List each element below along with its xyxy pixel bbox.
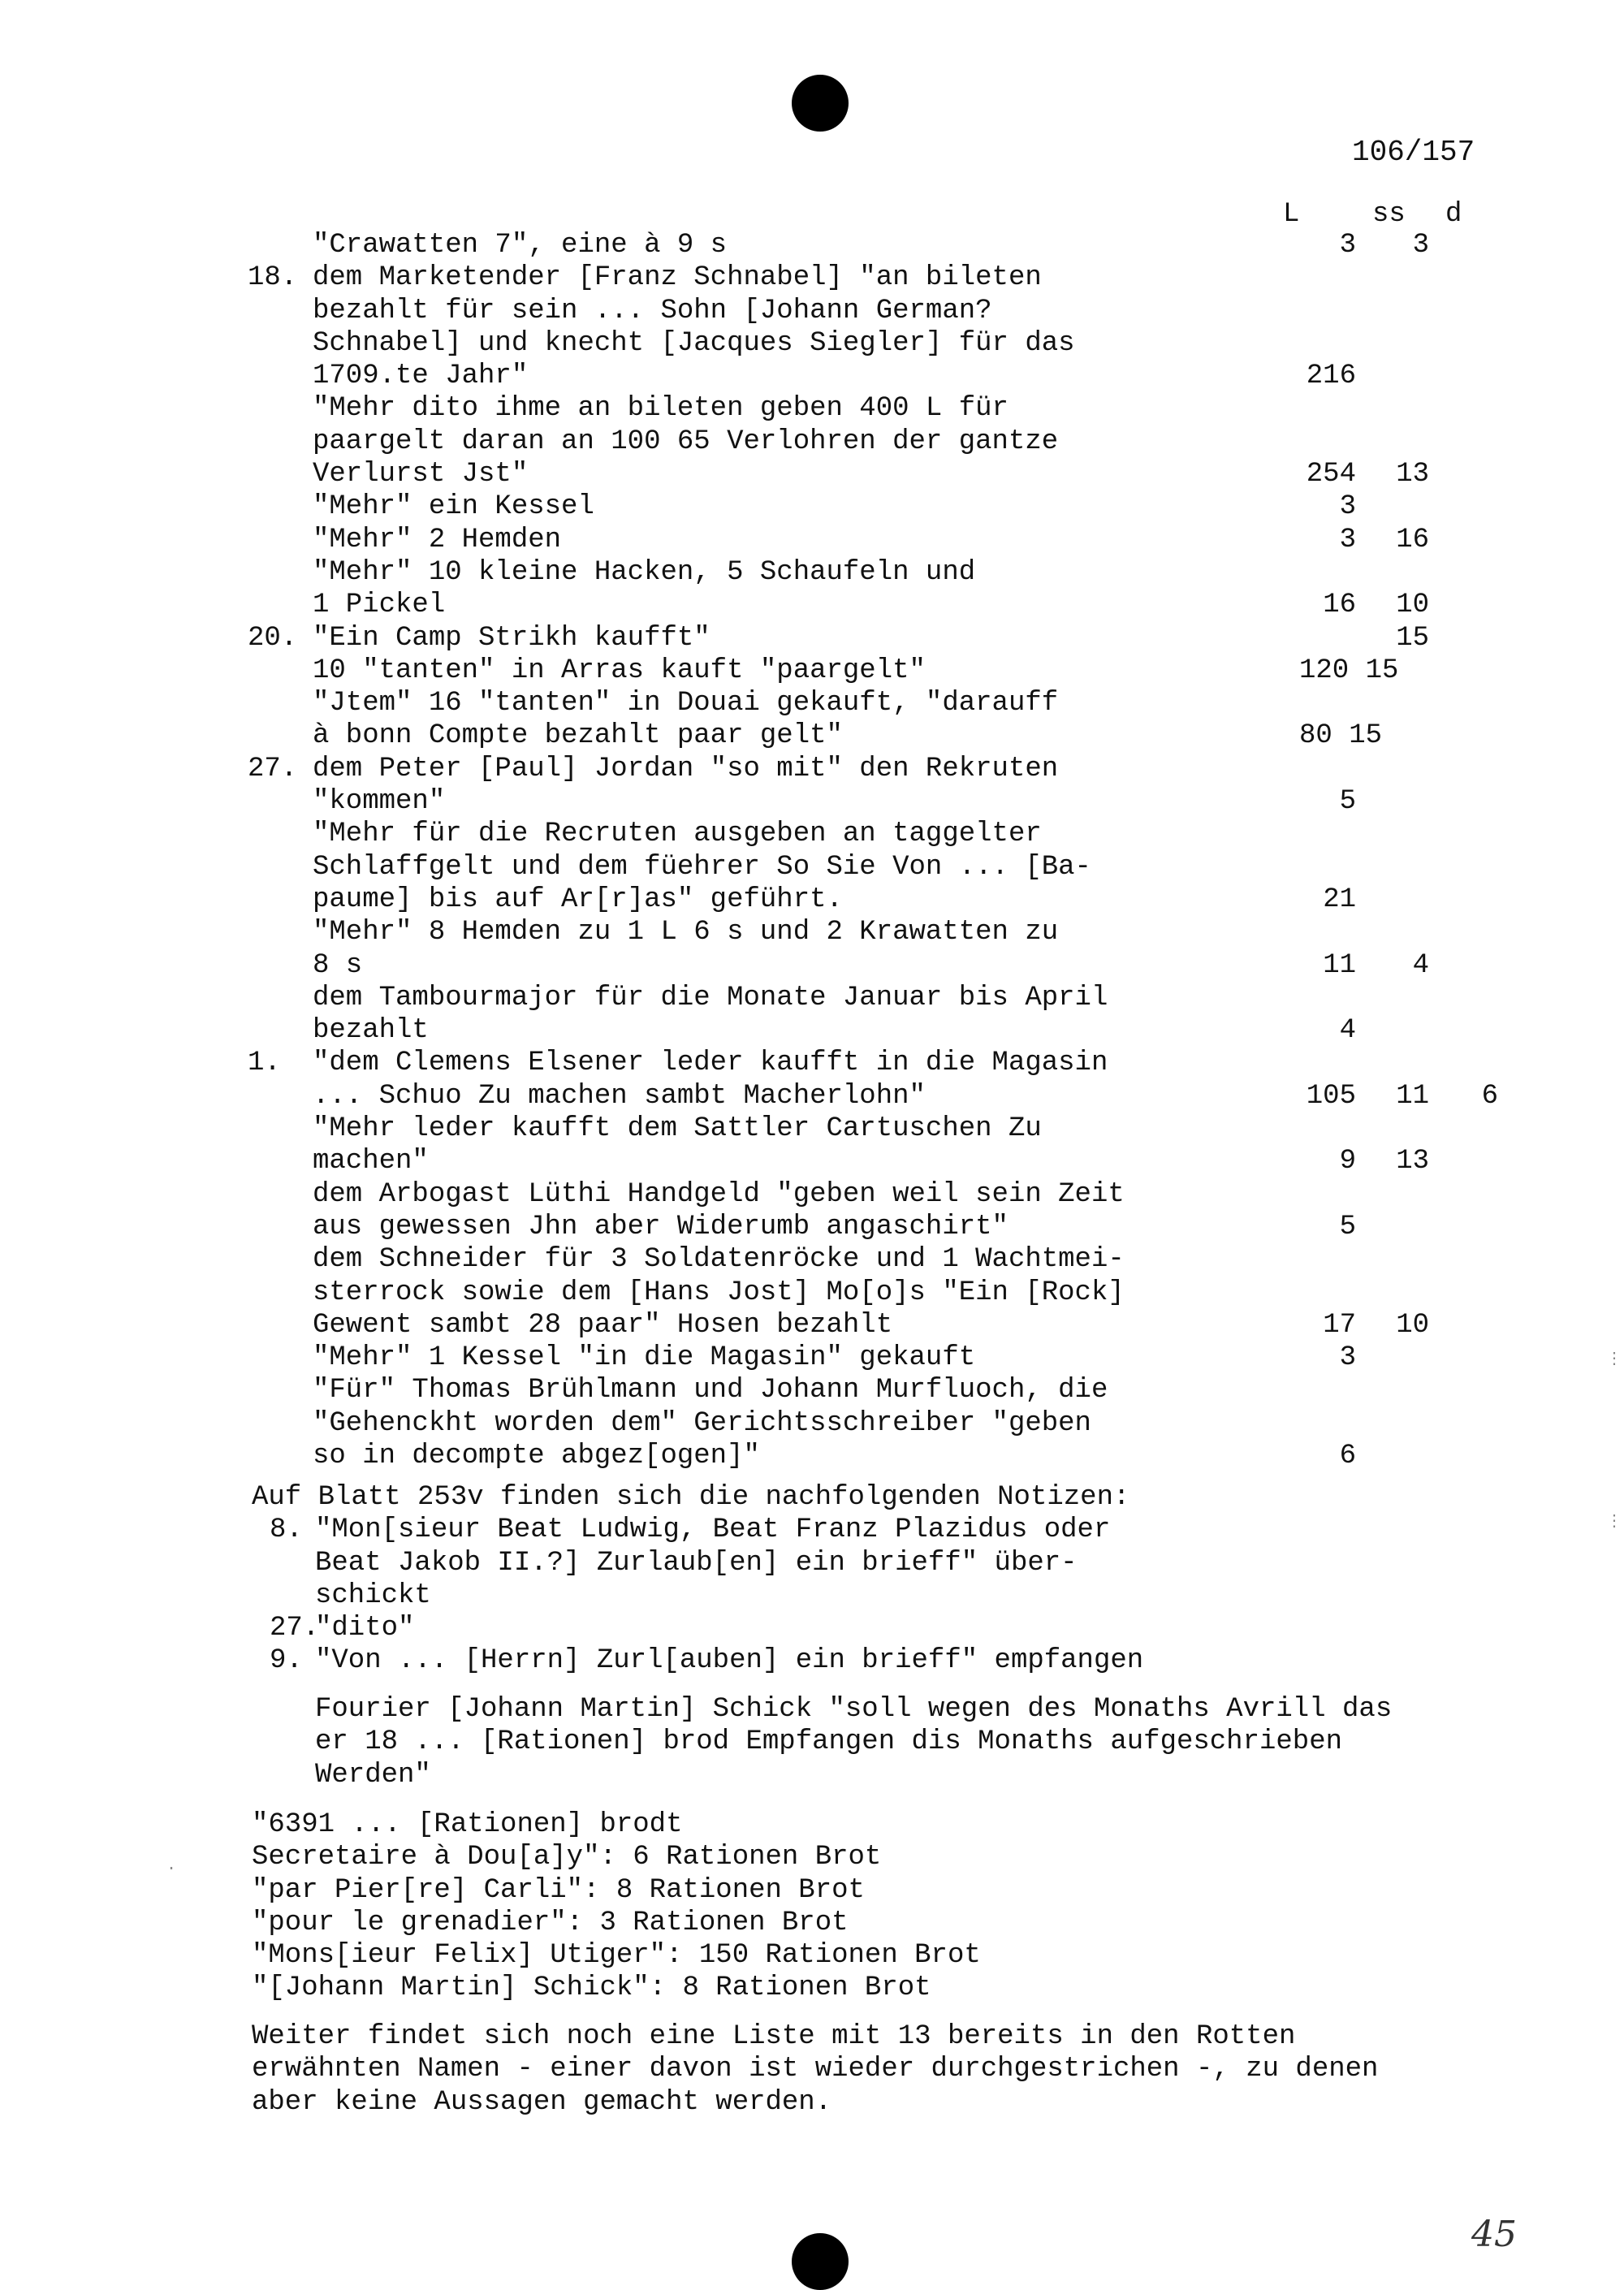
ledger-row xyxy=(248,1342,1514,1374)
ledger-row xyxy=(248,884,1514,916)
fourier-line: Fourier [Johann Martin] Schick "soll wegen des Monaths Avrill das xyxy=(315,1694,1393,1725)
entry-text: "kommen" xyxy=(313,786,446,818)
entry-date: 1. xyxy=(248,1048,281,1079)
ledger-row xyxy=(248,753,1514,785)
ledger-row xyxy=(248,1145,1514,1177)
ledger-row xyxy=(248,1211,1514,1243)
entry-text: Verlurst Jst" xyxy=(313,459,529,490)
amount-l: 6 xyxy=(1339,1440,1356,1471)
entry-date: 27. xyxy=(248,753,298,784)
fourier-note xyxy=(315,1693,1582,1791)
ledger-row xyxy=(248,1113,1514,1145)
note-text: schickt xyxy=(315,1579,431,1611)
amount-ss: 3 xyxy=(1412,230,1429,261)
ledger-row xyxy=(248,851,1514,884)
rations-line: "par Pier[re] Carli": 8 Rationen Brot xyxy=(252,1874,865,1906)
fourier-line: Werden" xyxy=(315,1759,431,1791)
amount-l: 21 xyxy=(1323,884,1356,915)
entry-text: paargelt daran an 100 65 Verlohren der gantze xyxy=(313,426,1059,457)
entry-text: ... Schuo Zu machen sambt Macherlohn" xyxy=(313,1080,926,1112)
amount-ss: 13 xyxy=(1396,1146,1429,1177)
ledger-row xyxy=(248,392,1514,425)
entry-text: "Ein Camp Strikh kaufft" xyxy=(313,622,710,654)
margin-specks: ⋮ xyxy=(1606,1513,1622,1532)
entry-text: dem Peter [Paul] Jordan "so mit" den Rekruten xyxy=(313,753,1059,784)
ledger-row xyxy=(248,949,1514,982)
entry-text: Schnabel] und knecht [Jacques Siegler] für das xyxy=(313,327,1075,359)
ledger-row xyxy=(248,622,1514,655)
amount-l: 11 xyxy=(1323,949,1356,981)
column-header-d: d xyxy=(1445,199,1462,230)
amount-ss: 15 xyxy=(1396,622,1429,654)
entry-text: "Für" Thomas Brühlmann und Johann Murfluoch, die xyxy=(313,1375,1108,1406)
ledger-row xyxy=(248,327,1514,360)
ledger-row xyxy=(248,1178,1514,1211)
rations-line: "[Johann Martin] Schick": 8 Rationen Brot xyxy=(252,1972,931,2004)
ledger-row xyxy=(248,1047,1514,1079)
note-line xyxy=(252,1579,1518,1612)
note-date: 8. xyxy=(270,1514,303,1546)
entry-text: "Jtem" 16 "tanten" in Douai gekauft, "darauff xyxy=(313,688,1059,719)
ledger-row xyxy=(248,982,1514,1014)
ledger-row xyxy=(248,785,1514,818)
note-date: 9. xyxy=(270,1645,303,1677)
entry-text: "Mehr dito ihme an bileten geben 400 L für xyxy=(313,393,1009,425)
entry-text: "dem Clemens Elsener leder kaufft in die Magasin xyxy=(313,1048,1108,1079)
entry-text: "Mehr leder kaufft dem Sattler Cartuschen Zu xyxy=(313,1113,1042,1145)
ledger-row xyxy=(248,916,1514,948)
amount-ss: 4 xyxy=(1412,949,1429,981)
entry-text: bezahlt für sein ... Sohn [Johann German? xyxy=(313,295,992,326)
fourier-line: er 18 ... [Rationen] brod Empfangen dis Monaths aufgeschrieben xyxy=(315,1726,1343,1758)
ledger-row xyxy=(248,687,1514,719)
note-text: "Mon[sieur Beat Ludwig, Beat Franz Plazidus oder xyxy=(315,1514,1111,1546)
closing-line: aber keine Aussagen gemacht werden. xyxy=(252,2086,832,2118)
entry-text: 1709.te Jahr" xyxy=(313,361,529,392)
entry-text: 1 Pickel xyxy=(313,590,446,621)
entry-text: paume] bis auf Ar[r]as" geführt. xyxy=(313,884,843,915)
closing-paragraph xyxy=(252,2020,1518,2119)
entry-text: à bonn Compte bezahlt paar gelt" xyxy=(313,720,843,752)
ledger-row xyxy=(248,556,1514,589)
entry-date: 20. xyxy=(248,622,298,654)
entry-text: "Mehr" 2 Hemden xyxy=(313,524,562,555)
entry-text: 10 "tanten" in Arras kauft "paargelt" xyxy=(313,655,926,686)
ledger-row xyxy=(248,295,1514,327)
rations-line: "pour le grenadier": 3 Rationen Brot xyxy=(252,1907,849,1938)
closing-line: Weiter findet sich noch eine Liste mit 13 bereits in den Rotten xyxy=(252,2021,1296,2052)
entry-text: 8 s xyxy=(313,949,363,981)
handwritten-page-mark: 45 xyxy=(1471,2214,1517,2255)
margin-specks: · xyxy=(166,1860,177,1878)
entry-text: bezahlt xyxy=(313,1015,429,1047)
amount-l: 17 xyxy=(1323,1309,1356,1341)
entry-text: dem Marketender [Franz Schnabel] "an bileten xyxy=(313,262,1042,294)
amount-ss: 10 xyxy=(1396,590,1429,621)
ledger-row xyxy=(248,524,1514,556)
entry-text: "Mehr" ein Kessel xyxy=(313,491,594,523)
amount-l: 4 xyxy=(1339,1015,1356,1047)
ledger-row xyxy=(248,719,1514,752)
ledger-row xyxy=(248,818,1514,850)
note-date: 27. xyxy=(270,1613,320,1644)
entry-date: 18. xyxy=(248,262,298,294)
amount-l: 105 xyxy=(1306,1080,1356,1112)
ledger-row xyxy=(248,1440,1514,1472)
amount-ss: 13 xyxy=(1396,459,1429,490)
amount-l: 3 xyxy=(1339,491,1356,523)
page-number: 106/157 xyxy=(1352,136,1475,169)
blatt-intro: Auf Blatt 253v finden sich die nachfolgenden Notizen: xyxy=(252,1482,1130,1513)
ledger-row xyxy=(248,490,1514,523)
margin-specks: ⋮ xyxy=(1606,1350,1622,1369)
amount-l: 16 xyxy=(1323,590,1356,621)
amount-ss: 16 xyxy=(1396,524,1429,555)
entry-text: "Crawatten 7", eine à 9 s xyxy=(313,230,728,261)
entry-text: aus gewessen Jhn aber Widerumb angaschirt" xyxy=(313,1211,1009,1242)
column-header-ss: ss xyxy=(1372,199,1406,230)
amount-l: 254 xyxy=(1306,459,1356,490)
entry-text: machen" xyxy=(313,1146,429,1177)
entry-text: "Mehr" 1 Kessel "in die Magasin" gekauft xyxy=(313,1342,976,1374)
ledger-row xyxy=(248,1407,1514,1440)
column-headers xyxy=(1279,198,1490,231)
entry-text: so in decompte abgez[ogen]" xyxy=(313,1440,760,1471)
note-text: "dito" xyxy=(315,1613,415,1644)
amount-l: 3 xyxy=(1339,524,1356,555)
amount-l: 216 xyxy=(1306,361,1356,392)
rations-line: "6391 ... [Rationen] brodt xyxy=(252,1809,683,1840)
rations-list xyxy=(252,1808,1518,2005)
note-line xyxy=(252,1547,1518,1579)
amount-l: 9 xyxy=(1339,1146,1356,1177)
rations-line: Secretaire à Dou[a]y": 6 Rationen Brot xyxy=(252,1842,882,1873)
note-text: Beat Jakob II.?] Zurlaub[en] ein brieff" über- xyxy=(315,1547,1078,1579)
ledger-entries xyxy=(248,229,1514,1472)
entry-text: dem Tambourmajor für die Monate Januar bis April xyxy=(313,982,1108,1013)
ledger-row xyxy=(248,458,1514,490)
rations-line: "Mons[ieur Felix] Utiger": 150 Rationen Brot xyxy=(252,1940,981,1972)
entry-text: Gewent sambt 28 paar" Hosen bezahlt xyxy=(313,1309,893,1341)
note-line xyxy=(252,1612,1518,1644)
amount-l: 3 xyxy=(1339,230,1356,261)
ledger-row xyxy=(248,360,1514,392)
closing-line: erwähnten Namen - einer davon ist wieder durchgestrichen -, zu denen xyxy=(252,2054,1379,2085)
note-text: "Von ... [Herrn] Zurl[auben] ein brieff" empfangen xyxy=(315,1645,1144,1677)
ledger-row xyxy=(248,229,1514,261)
amount-l: 80 15 xyxy=(1299,720,1383,752)
entry-text: "Mehr für die Recruten ausgeben an taggelter xyxy=(313,819,1042,850)
amount-ss: 10 xyxy=(1396,1309,1429,1341)
ledger-row xyxy=(248,589,1514,621)
entry-text: dem Arbogast Lüthi Handgeld "geben weil sein Zeit xyxy=(313,1178,1125,1210)
ledger-row xyxy=(248,1243,1514,1276)
amount-l: 5 xyxy=(1339,786,1356,818)
amount-l: 120 15 xyxy=(1299,655,1399,686)
column-header-l: L xyxy=(1283,199,1300,230)
ledger-row xyxy=(248,1309,1514,1342)
amount-d: 6 xyxy=(1481,1080,1498,1112)
ledger-row xyxy=(248,655,1514,687)
blatt-notes xyxy=(252,1481,1518,1678)
punch-hole-top xyxy=(792,75,849,132)
note-line xyxy=(252,1514,1518,1546)
entry-text: "Gehenckht worden dem" Gerichtsschreiber "geben xyxy=(313,1407,1091,1439)
entry-text: sterrock sowie dem [Hans Jost] Mo[o]s "Ein [Rock] xyxy=(313,1277,1125,1308)
entry-text: Schlaffgelt und dem füehrer So Sie Von ... [Ba- xyxy=(313,851,1091,883)
entry-text: "Mehr" 8 Hemden zu 1 L 6 s und 2 Krawatten zu xyxy=(313,917,1059,948)
amount-l: 5 xyxy=(1339,1211,1356,1242)
ledger-row xyxy=(248,426,1514,458)
ledger-row xyxy=(248,261,1514,294)
ledger-row xyxy=(248,1277,1514,1309)
entry-text: "Mehr" 10 kleine Hacken, 5 Schaufeln und xyxy=(313,556,976,588)
note-line xyxy=(252,1644,1518,1677)
amount-ss: 11 xyxy=(1396,1080,1429,1112)
ledger-row xyxy=(248,1080,1514,1113)
entry-text: dem Schneider für 3 Soldatenröcke und 1 Wachtmei- xyxy=(313,1244,1125,1276)
punch-hole-bottom xyxy=(792,2233,849,2290)
amount-l: 3 xyxy=(1339,1342,1356,1374)
ledger-row xyxy=(248,1374,1514,1406)
ledger-row xyxy=(248,1014,1514,1047)
